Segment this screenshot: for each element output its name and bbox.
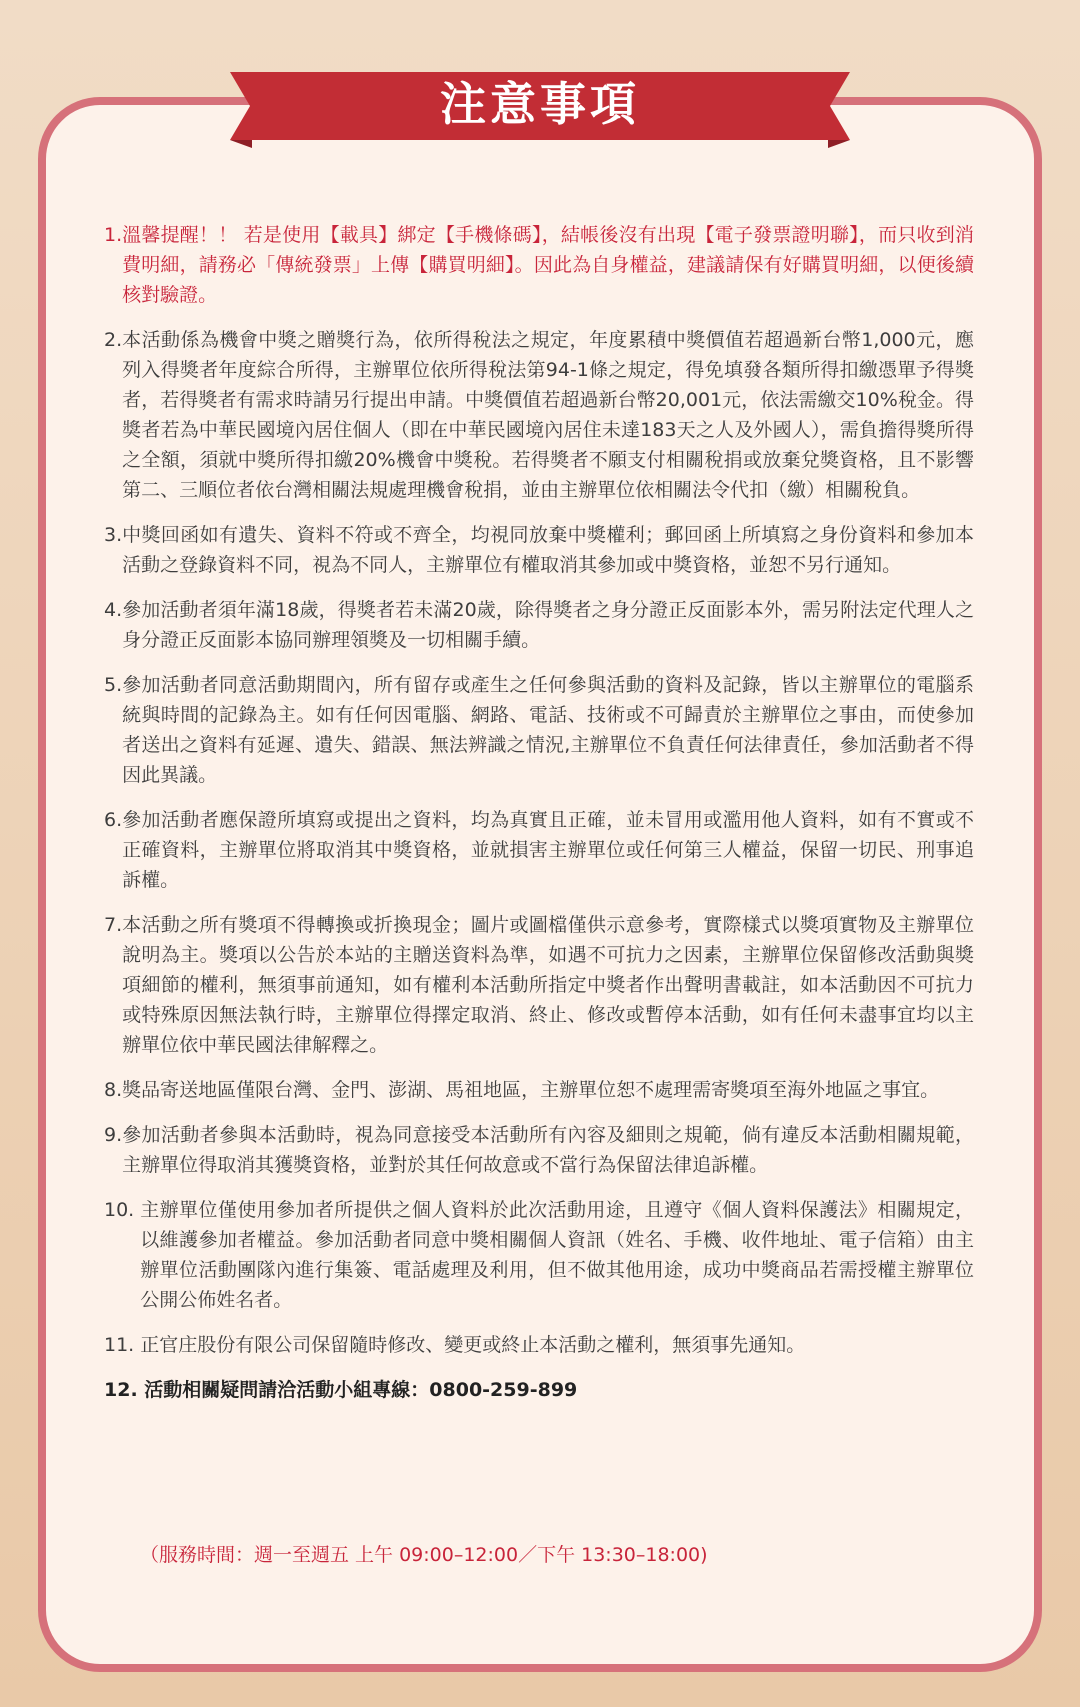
title-banner [230,68,850,148]
item-text: 獎品寄送地區僅限台灣、金門、澎湖、馬祖地區，主辦單位恕不處理需寄獎項至海外地區之事宜。 [122,1079,940,1101]
hotline-text: 活動相關疑問請洽活動小組專線：0800-259-899 [144,1379,578,1401]
notice-item-5 [104,670,974,790]
item-text: 溫馨提醒！！ 若是使用【載具】綁定【手機條碼】，結帳後沒有出現【電子發票證明聯】，而只收到消費明細，請務必「傳統發票」上傳【購買明細】。因此為自身權益，建議請保有好購買明細，以便後續核對驗證。 [122,224,974,306]
notice-item-9 [104,1120,974,1180]
service-hours: （服務時間：週一至週五 上午 09:00–12:00／下午 13:30–18:00) [140,1544,708,1566]
item-number: 1. [104,224,123,246]
item-number: 9. [104,1124,123,1146]
notice-item-12-hotline [104,1375,974,1405]
item-number: 5. [104,674,123,696]
item-number: 12. [104,1379,145,1401]
item-text: 正官庄股份有限公司保留隨時修改、變更或終止本活動之權利，無須事先通知。 [140,1334,806,1356]
page-title: 注意事項 [440,77,640,131]
notice-item-6 [104,805,974,895]
item-text: 參加活動者參與本活動時，視為同意接受本活動所有內容及細則之規範，倘有違反本活動相關規範，主辦單位得取消其獲獎資格，並對於其任何故意或不當行為保留法律追訴權。 [122,1124,974,1176]
item-number: 7. [104,914,123,936]
item-text: 本活動之所有獎項不得轉換或折換現金；圖片或圖檔僅供示意參考，實際樣式以獎項實物及主辦單位說明為主。獎項以公告於本站的主贈送資料為準，如遇不可抗力之因素，主辦單位保留修改活動與獎項細節的權利，無須事前通知，如有權利本活動所指定中獎者作出聲明書載註，如本活動因不可抗力或特殊原因無法執行時，主辦單位得擇定取消、終止、修改或暫停本活動，如有任何未盡事宜均以主辦單位依中華民國法律解釋之。 [122,914,974,1056]
notice-item-7 [104,910,974,1060]
item-number: 8. [104,1079,123,1101]
notice-item-11 [104,1330,974,1360]
notice-list [104,220,974,1420]
item-text: 主辦單位僅使用參加者所提供之個人資料於此次活動用途，且遵守《個人資料保護法》相關規定，以維護參加者權益。參加活動者同意中獎相關個人資訊（姓名、手機、收件地址、電子信箱）由主辦單位活動團隊內進行集簽、電話處理及利用，但不做其他用途，成功中獎商品若需授權主辦單位公開公佈姓名者。 [140,1199,974,1311]
item-number: 6. [104,809,123,831]
item-number: 10. [104,1199,141,1221]
notice-item-8 [104,1075,974,1105]
item-number: 4. [104,599,123,621]
notice-item-2 [104,325,974,505]
item-text: 本活動係為機會中獎之贈獎行為，依所得稅法之規定，年度累積中獎價值若超過新台幣1,000元，應列入得獎者年度綜合所得，主辦單位依所得稅法第94-1條之規定，得免填發各類所得扣繳憑單予得獎者，若得獎者有需求時請另行提出申請。中獎價值若超過新台幣20,001元，依法需繳交10%稅金。得獎者若為中華民國境內居住個人（即在中華民國境內居住未達183天之人及外國人），需負擔得獎所得之全額，須就中獎所得扣繳20%機會中獎稅。若得獎者不願支付相關稅捐或放棄兌獎資格，且不影響第二、三順位者依台灣相關法規處理機會稅捐，並由主辦單位依相關法令代扣（繳）相關稅負。 [122,329,974,501]
notice-item-10 [104,1195,974,1315]
notice-item-4 [104,595,974,655]
item-text: 參加活動者須年滿18歲，得獎者若未滿20歲，除得獎者之身分證正反面影本外，需另附法定代理人之身分證正反面影本協同辦理領獎及一切相關手續。 [122,599,974,651]
item-number: 2. [104,329,123,351]
item-number: 11. [104,1334,141,1356]
item-text: 參加活動者同意活動期間內，所有留存或產生之任何參與活動的資料及記錄，皆以主辦單位的電腦系統與時間的記錄為主。如有任何因電腦、網路、電話、技術或不可歸責於主辦單位之事由，而使參加者送出之資料有延遲、遺失、錯誤、無法辨識之情況,主辦單位不負責任何法律責任，參加活動者不得因此異議。 [122,674,974,786]
item-text: 中獎回函如有遺失、資料不符或不齊全，均視同放棄中獎權利；郵回函上所填寫之身份資料和參加本活動之登錄資料不同，視為不同人，主辦單位有權取消其參加或中獎資格，並恕不另行通知。 [122,524,974,576]
item-number: 3. [104,524,123,546]
notice-item-1 [104,220,974,310]
item-text: 參加活動者應保證所填寫或提出之資料，均為真實且正確，並未冒用或濫用他人資料，如有不實或不正確資料，主辦單位將取消其中獎資格，並就損害主辦單位或任何第三人權益，保留一切民、刑事追訴權。 [122,809,974,891]
notice-item-3 [104,520,974,580]
